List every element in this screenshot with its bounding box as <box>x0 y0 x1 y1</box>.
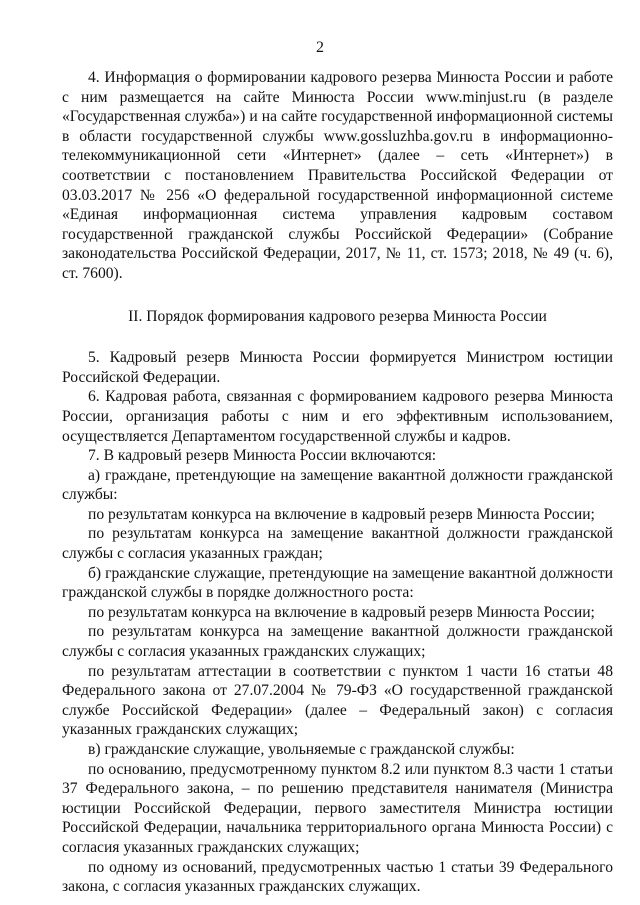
paragraph-7b: б) гражданские служащие, претендующие на замещение вакантной должности гражданской службы в порядке должностного роста: <box>62 564 613 602</box>
paragraph-5: 5. Кадровый резерв Минюста России формируется Министром юстиции Российской Федерации. <box>62 349 613 386</box>
paragraph-7: 7. В кадровый резерв Минюста России включаются: <box>88 447 437 465</box>
paragraph-4: 4. Информация о формировании кадрового резерва Минюста России и работе с ним размещается на сайте Минюста России www.minjust.ru (в разделе «Государственная служба») и на сайте государственной информационной системы в области государственной службы www.gossluzhba.gov.ru в информационно-телекоммуникационной сети «Интернет» (далее – сеть «Интернет») в соответствии с постановлением Правительства Российской Федерации от 03.03.2017 № 256 «О федеральной государственной информационной системе «Единая информационная система управления кадровым составом государственной гражданской службы Российской Федерации» (Собрание законодательства Российской Федерации, 2017, № 11, ст. 1573; 2018, № 49 (ч. 6), ст. 7600). <box>62 69 613 282</box>
paragraph-7a-item-1: по результатам конкурса на включение в кадровый резерв Минюста России; <box>88 505 595 523</box>
paragraph-7v-item-1: по основанию, предусмотренному пунктом 8.2 или пунктом 8.3 части 1 статьи 37 Федерального закона, – по решению представителя нанимателя (Министра юстиции Российской Федерации, первого заместителя Министра юстиции Российской Федерации, начальника территориального органа Минюста России) с согласия указанных гражданских служащих; <box>62 760 613 856</box>
paragraph-7b-item-2: по результатам конкурса на замещение вакантной должности гражданской службы с согласия указанных гражданских служащих; <box>62 623 613 661</box>
paragraph-7a: а) граждане, претендующие на замещение вакантной должности гражданской службы: <box>62 466 613 504</box>
paragraph-6: 6. Кадровая работа, связанная с формированием кадрового резерва Минюста России, организация работы с ним и его эффективным использованием, осуществляется Департаментом государственной службы и кадров. <box>62 388 613 445</box>
document-body <box>62 68 613 897</box>
paragraph-7b-item-1: по результатам конкурса на включение в кадровый резерв Минюста России; <box>88 603 595 621</box>
paragraph-7v-item-2: по одному из оснований, предусмотренных частью 1 статьи 39 Федерального закона, с согласия указанных гражданских служащих. <box>62 858 613 896</box>
section-heading: II. Порядок формирования кадрового резерва Минюста России <box>128 307 547 325</box>
paragraph-7a-item-2: по результатам конкурса на замещение вакантной должности гражданской службы с согласия указанных граждан; <box>62 525 613 563</box>
paragraph-7v: в) гражданские служащие, увольняемые с гражданской службы: <box>88 741 515 758</box>
page-number: 2 <box>316 39 324 56</box>
paragraph-7b-item-3: по результатам аттестации в соответствии с пунктом 1 части 16 статьи 48 Федерального закона от 27.07.2004 № 79-ФЗ «О государственной гражданской службе Российской Федерации» (далее – Федеральный закон) с согласия указанных гражданских служащих; <box>62 662 613 739</box>
